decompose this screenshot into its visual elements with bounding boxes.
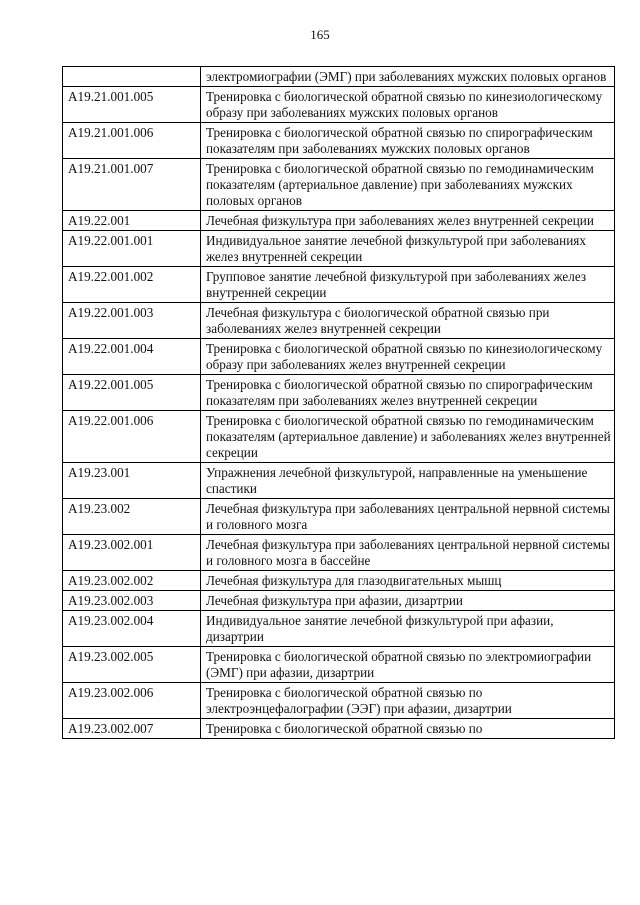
service-description: Тренировка с биологической обратной связью по электромиографии (ЭМГ) при афазии, дизартрии (201, 647, 615, 683)
table-row (63, 87, 615, 123)
service-code: A19.23.002 (63, 499, 201, 535)
table-row (63, 231, 615, 267)
table-row (63, 303, 615, 339)
service-description: Тренировка с биологической обратной связью по спирографическим показателям при заболеваниях мужских половых органов (201, 123, 615, 159)
service-code: A19.23.001 (63, 463, 201, 499)
service-code: A19.22.001.004 (63, 339, 201, 375)
page-number: 165 (310, 27, 330, 42)
service-code: A19.23.002.003 (63, 591, 201, 611)
service-description: Индивидуальное занятие лечебной физкультурой при афазии, дизартрии (201, 611, 615, 647)
service-code: A19.23.002.005 (63, 647, 201, 683)
service-description: Лечебная физкультура при заболеваниях центральной нервной системы и головного мозга (201, 499, 615, 535)
table-row (63, 339, 615, 375)
table-row (63, 375, 615, 411)
table-row (63, 535, 615, 571)
service-description: Лечебная физкультура при заболеваниях желез внутренней секреции (201, 211, 615, 231)
table-row (63, 211, 615, 231)
service-description: электромиографии (ЭМГ) при заболеваниях мужских половых органов (201, 67, 615, 87)
service-code: A19.22.001.003 (63, 303, 201, 339)
service-description: Тренировка с биологической обратной связью по электроэнцефалографии (ЭЭГ) при афазии, дизартрии (201, 683, 615, 719)
service-description: Групповое занятие лечебной физкультурой при заболеваниях желез внутренней секреции (201, 267, 615, 303)
service-code: A19.21.001.006 (63, 123, 201, 159)
service-description: Тренировка с биологической обратной связью по гемодинамическим показателям (артериальное давление) и заболеваниях желез внутренней секреции (201, 411, 615, 463)
table-row (63, 499, 615, 535)
service-description: Лечебная физкультура для глазодвигательных мышц (201, 571, 615, 591)
service-code (63, 67, 201, 87)
table-row (63, 611, 615, 647)
service-code: A19.23.002.006 (63, 683, 201, 719)
service-description: Индивидуальное занятие лечебной физкультурой при заболеваниях желез внутренней секреции (201, 231, 615, 267)
services-table (62, 66, 615, 739)
service-description: Тренировка с биологической обратной связью по (201, 719, 615, 739)
service-code: A19.22.001.002 (63, 267, 201, 303)
table-row (63, 591, 615, 611)
service-code: A19.21.001.005 (63, 87, 201, 123)
table-row (63, 719, 615, 739)
table-row (63, 123, 615, 159)
service-code: A19.23.002.007 (63, 719, 201, 739)
service-description: Тренировка с биологической обратной связью по спирографическим показателям при заболеваниях желез внутренней секреции (201, 375, 615, 411)
table-row (63, 67, 615, 87)
service-description: Тренировка с биологической обратной связью по кинезиологическому образу при заболеваниях желез внутренней секреции (201, 339, 615, 375)
service-description: Тренировка с биологической обратной связью по кинезиологическому образу при заболеваниях мужских половых органов (201, 87, 615, 123)
table-row (63, 159, 615, 211)
service-description: Тренировка с биологической обратной связью по гемодинамическим показателям (артериальное давление) при заболеваниях мужских половых органов (201, 159, 615, 211)
service-description: Лечебная физкультура при афазии, дизартрии (201, 591, 615, 611)
service-code: A19.23.002.002 (63, 571, 201, 591)
service-description: Лечебная физкультура с биологической обратной связью при заболеваниях желез внутренней секреции (201, 303, 615, 339)
service-description: Лечебная физкультура при заболеваниях центральной нервной системы и головного мозга в бассейне (201, 535, 615, 571)
service-code: A19.23.002.004 (63, 611, 201, 647)
service-code: A19.22.001.001 (63, 231, 201, 267)
table-row (63, 463, 615, 499)
table-row (63, 683, 615, 719)
service-code: A19.22.001 (63, 211, 201, 231)
service-description: Упражнения лечебной физкультурой, направленные на уменьшение спастики (201, 463, 615, 499)
table-row (63, 647, 615, 683)
table-row (63, 411, 615, 463)
service-code: A19.22.001.005 (63, 375, 201, 411)
table-row (63, 571, 615, 591)
table-row (63, 267, 615, 303)
service-code: A19.21.001.007 (63, 159, 201, 211)
service-code: A19.23.002.001 (63, 535, 201, 571)
service-code: A19.22.001.006 (63, 411, 201, 463)
